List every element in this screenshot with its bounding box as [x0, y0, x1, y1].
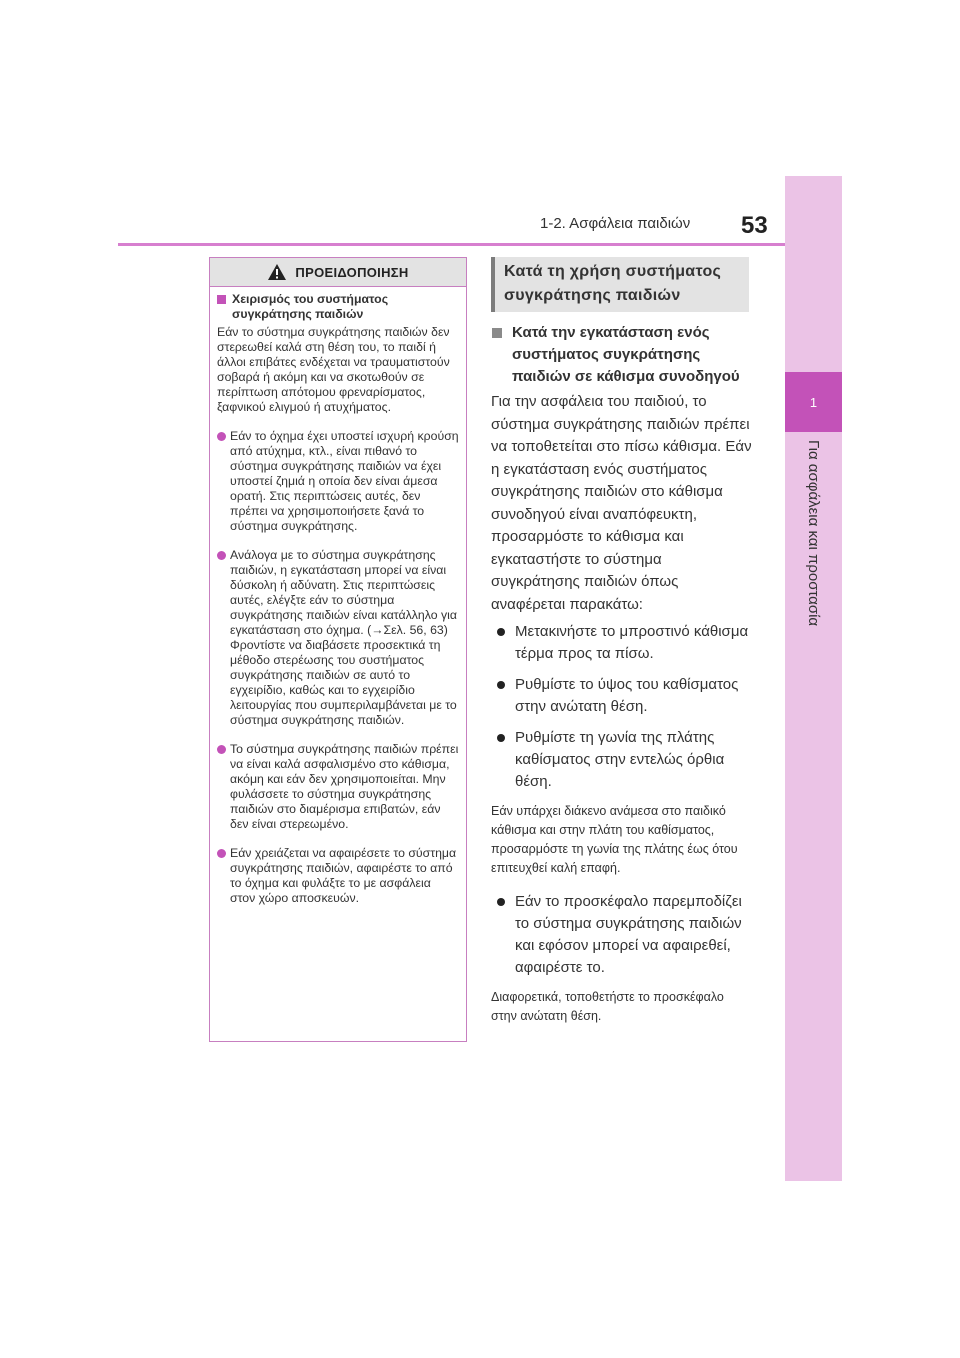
square-bullet-icon: [217, 295, 226, 304]
list-item-text: Εάν το προσκέφαλο παρεμποδίζει το σύστημα συγκράτησης παιδιών και εφόσον μπορεί να αφαιρεθεί, αφαιρέστε το.: [515, 893, 742, 976]
list-item: [491, 621, 753, 665]
warning-heading: [217, 292, 459, 322]
topic-box: [491, 257, 749, 312]
warning-item: [217, 742, 459, 832]
chapter-label: Για ασφάλεια και προστασία: [805, 440, 822, 627]
bullet-icon: [497, 681, 505, 689]
subsection-heading: [491, 322, 753, 388]
right-column: [491, 322, 753, 1039]
circle-bullet-icon: [217, 551, 226, 560]
list-item: [491, 727, 753, 793]
header-rule: [118, 243, 785, 246]
list-item-text: Ρυθμίστε το ύψος του καθίσματος στην ανώτατη θέση.: [515, 676, 739, 715]
warning-item: [217, 846, 459, 906]
warning-heading-text: Χειρισμός του συστήματος συγκράτησης παιδιών: [232, 292, 389, 321]
warning-box: [209, 257, 467, 1042]
warning-item-text: Εάν χρειάζεται να αφαιρέσετε το σύστημα συγκράτησης παιδιών, αφαιρέστε το από το όχημα και φυλάξτε το με ασφάλεια στον χώρο αποσκευών.: [230, 846, 457, 905]
warning-body: [210, 287, 466, 906]
circle-bullet-icon: [217, 849, 226, 858]
list-item: [491, 891, 753, 979]
bullet-icon: [497, 628, 505, 636]
intro-paragraph: Για την ασφάλεια του παιδιού, το σύστημα συγκράτησης παιδιών πρέπει να τοποθετείται στο πίσω κάθισμα. Εάν η εγκατάσταση ενός συστήματος συγκράτησης παιδιών στο κάθισμα συνοδηγού είναι αναπόφευκτη, προσαρμόστε το κάθισμα και εγκαταστήστε το σύστημα συγκράτησης παιδιών όπως αναφέρεται παρακάτω:: [491, 393, 752, 613]
circle-bullet-icon: [217, 432, 226, 441]
warning-title: ΠΡΟΕΙΔΟΠΟΙΗΣΗ: [295, 264, 409, 280]
subsection-heading-text: Κατά την εγκατάσταση ενός συστήματος συγκράτησης παιδιών σε κάθισμα συνοδηγού: [512, 324, 740, 385]
warning-item: [217, 548, 459, 728]
warning-item-text: Εάν το όχημα έχει υποστεί ισχυρή κρούση από ατύχημα, κτλ., είναι πιθανό το σύστημα συγκράτησης παιδιών να έχει υποστεί ζημιά η οποία δεν είναι άμεσα ορατή. Στις περιπτώσεις αυτές, δεν πρέπει να χρησιμοποιήσετε ξανά το σύστημα συγκράτησης.: [230, 429, 459, 533]
list-item: [491, 674, 753, 718]
list-item-text: Μετακινήστε το μπροστινό κάθισμα τέρμα προς τα πίσω.: [515, 623, 749, 662]
note-paragraph: Διαφορετικά, τοποθετήστε το προσκέφαλο στην ανώτατη θέση.: [491, 990, 724, 1023]
warning-item-text: Το σύστημα συγκράτησης παιδιών πρέπει να είναι καλά ασφαλισμένο στο κάθισμα, ακόμη και εάν δεν χρησιμοποιείται. Μην φυλάσσετε το σύστημα συγκράτησης παιδιών στο διαμέρισμα επιβατών, εάν δεν είναι στερεωμένο.: [230, 742, 459, 831]
warning-item: [217, 429, 459, 534]
topic-title: Κατά τη χρήση συστήματος συγκράτησης παιδιών: [504, 263, 722, 304]
circle-bullet-icon: [217, 745, 226, 754]
side-tab: [785, 176, 842, 1181]
warning-intro: Εάν το σύστημα συγκράτησης παιδιών δεν στερεωθεί καλά στη θέση του, το παιδί ή άλλοι επιβάτες ενδέχεται να τραυματιστούν σοβαρά ή ακόμη και να σκοτωθούν σε περίπτωση απότομου φρεναρίσματος, ξαφνικού ελιγμού ή ατυχήματος.: [217, 325, 450, 414]
note-paragraph: Εάν υπάρχει διάκενο ανάμεσα στο παιδικό κάθισμα και στην πλάτη του καθίσματος, προσαρμόστε τη γωνία της πλάτης έως ότου επιτευχθεί καλή επαφή.: [491, 804, 738, 875]
chapter-number: 1: [785, 372, 842, 432]
list-item-text: Ρυθμίστε τη γωνία της πλάτης καθίσματος στην εντελώς όρθια θέση.: [515, 729, 725, 790]
page-number: 53: [741, 212, 768, 239]
bullet-icon: [497, 898, 505, 906]
square-bullet-icon: [492, 328, 502, 338]
warning-triangle-icon: [267, 263, 287, 281]
warning-header: [210, 258, 466, 287]
bullet-icon: [497, 734, 505, 742]
warning-item-text: Ανάλογα με το σύστημα συγκράτησης παιδιών, η εγκατάσταση μπορεί να είναι δύσκολη ή αδύνατη. Στις περιπτώσεις αυτές, ελέγξτε εάν το σύστημα συγκράτησης παιδιών είναι κατάλληλο για εγκατάσταση στο όχημα. (→Σελ. 56, 63) Φροντίστε να διαβάσετε προσεκτικά τη μέθοδο στερέωσης του συστήματος συγκράτησης παιδιών σε αυτό το εγχειρίδιο, καθώς και το εγχειρίδιο λειτουργίας που συμπεριλαμβάνεται με το σύστημα συγκράτησης παιδιών.: [230, 548, 457, 727]
section-title: 1-2. Ασφάλεια παιδιών: [540, 215, 691, 232]
